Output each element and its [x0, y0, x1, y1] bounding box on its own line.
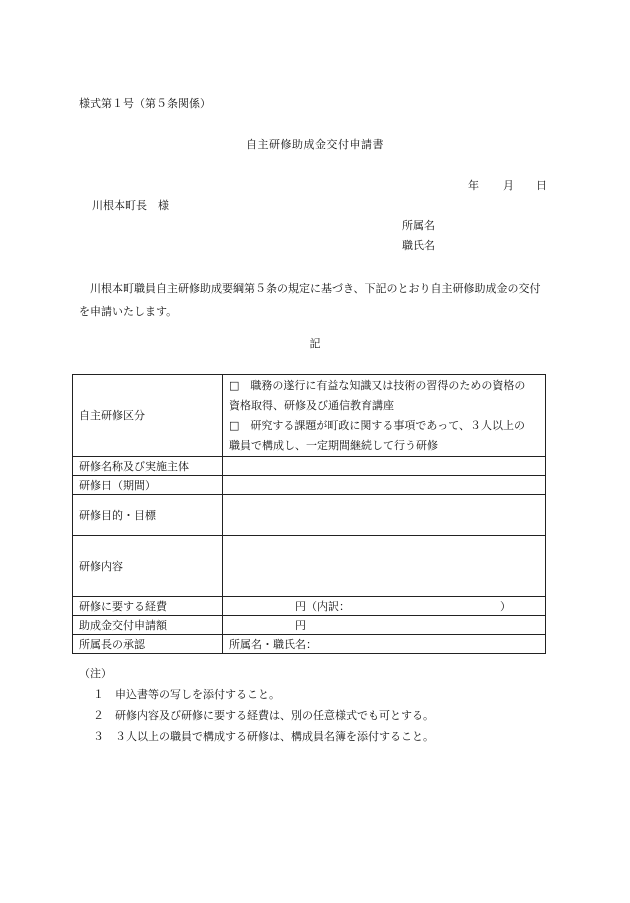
department-label: 所属名 [402, 219, 435, 232]
option-1-line-2: 資格取得、研修及び通信教育講座 [229, 398, 394, 412]
table-row [73, 616, 546, 635]
date-year: 年 [468, 179, 479, 192]
document-title: 自主研修助成金交付申請書 [246, 138, 384, 151]
table-row [73, 495, 546, 536]
ki-heading: 記 [309, 337, 321, 350]
table-row [73, 457, 546, 476]
table-row [73, 597, 546, 616]
body-text: 川根本町職員自主研修助成要綱第５条の規定に基づき、下記のとおり自主研修助成金の交付を申請いたします。 [79, 282, 541, 318]
application-table [72, 374, 546, 654]
name-label: 職氏名 [402, 239, 435, 252]
name-org-field[interactable] [223, 457, 546, 476]
table-row [73, 635, 546, 654]
purpose-field[interactable] [223, 495, 546, 536]
purpose-label: 研修目的・目標 [73, 495, 223, 536]
cost-value: 円（内訳： [295, 599, 350, 613]
grant-value: 円 [295, 618, 306, 632]
table-row [73, 375, 546, 457]
grant-label: 助成金交付申請額 [73, 616, 223, 635]
option-1-line-1[interactable]: □ 職務の遂行に有益な知識又は技術の習得のための資格の [229, 378, 526, 392]
grant-field[interactable] [223, 616, 546, 635]
option-2-line-1[interactable]: □ 研究する課題が町政に関する事項であって、３人以上の [229, 418, 526, 432]
cost-field[interactable] [223, 597, 546, 616]
addressee: 川根本町長 様 [92, 199, 169, 212]
cost-label: 研修に要する経費 [73, 597, 223, 616]
table-row [73, 476, 546, 495]
date-label: 研修日（期間） [73, 476, 223, 495]
approval-field[interactable]: 所属名・職氏名： [223, 635, 546, 654]
note-item: ３ ３人以上の職員で構成する研修は、構成員名簿を添付すること。 [93, 730, 434, 743]
table-row [73, 536, 546, 597]
date-day: 日 [536, 179, 547, 192]
option-2-line-2: 職員で構成し、一定期間継続して行う研修 [229, 438, 438, 452]
date-month: 月 [503, 179, 514, 192]
content-label: 研修内容 [73, 536, 223, 597]
note-item: １ 申込書等の写しを添付すること。 [93, 688, 280, 701]
notes-heading: （注） [79, 667, 112, 680]
name-org-label: 研修名称及び実施主体 [73, 457, 223, 476]
form-number: 様式第１号（第５条関係） [79, 97, 211, 110]
notes [79, 663, 434, 747]
date-field[interactable] [223, 476, 546, 495]
category-options [223, 375, 546, 457]
note-item: ２ 研修内容及び研修に要する経費は、別の任意様式でも可とする。 [93, 709, 434, 722]
content-field[interactable] [223, 536, 546, 597]
category-label: 自主研修区分 [73, 375, 223, 457]
approval-label: 所属長の承認 [73, 635, 223, 654]
cost-close: ） [500, 599, 511, 613]
